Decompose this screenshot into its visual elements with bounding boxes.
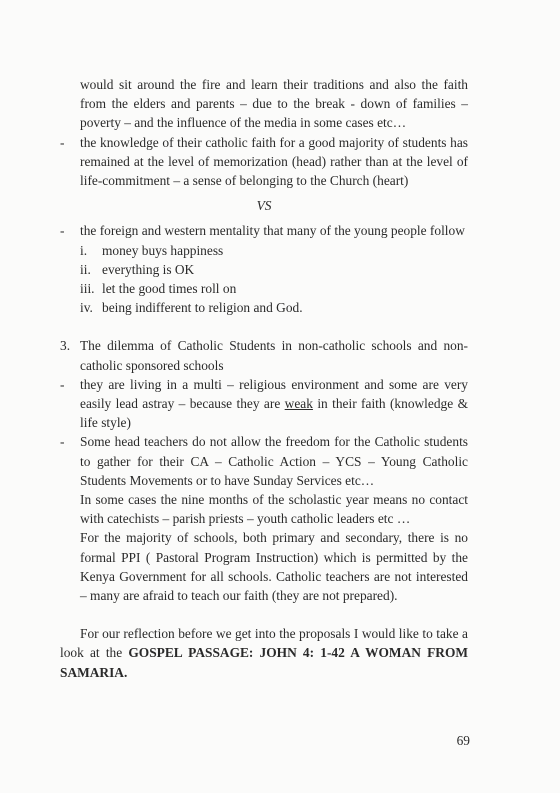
roman-item-text: let the good times roll on — [102, 281, 237, 297]
bullet-multi-religious — [60, 375, 468, 433]
point-3-text: The dilemma of Catholic Students in non-catholic schools and non-catholic sponsored schools — [80, 338, 468, 373]
page-body — [60, 75, 468, 682]
roman-list-item — [60, 279, 468, 298]
bullet-foreign-text: the foreign and western mentality that many of the young people follow — [80, 223, 465, 239]
spacer — [60, 317, 468, 336]
vs-heading: VS — [256, 198, 272, 214]
bullet-head-teachers-text: Some head teachers do not allow the freedom for the Catholic students to gather for their CA – Catholic Action – YCS – Young Catholic Students Movements or to have Sunday Services etc… — [80, 434, 468, 488]
continuation-paragraph: would sit around the fire and learn their traditions and also the faith from the elders and parents – due to the break - down of families – poverty – and the influence of the media in some cases etc… — [80, 77, 468, 131]
spacer — [60, 605, 468, 624]
bullet-knowledge-text: the knowledge of their catholic faith for a good majority of students has remained at the level of memorization (head) rather than at the level of life-commitment – a sense of belonging to the Church (heart) — [80, 134, 468, 189]
bullet-multi-text-after: in their faith (knowledge & life style) — [80, 396, 468, 431]
underlined-word: weak — [284, 396, 313, 412]
page-number: 69 — [456, 733, 470, 748]
majority-schools-paragraph: For the majority of schools, both primary and secondary, there is no formal PPI ( Pastoral Program Instruction) which is permitted by the Kenya Government for all schools. Catholic teachers are not interested – many are afraid to teach our faith (they are not prepared). — [80, 530, 468, 604]
roman-numeral: ii. — [80, 261, 91, 277]
roman-numeral: i. — [80, 242, 88, 258]
gospel-passage-reference: GOSPEL PASSAGE: JOHN 4: 1-42 A WOMAN FROM SAMARIA. — [60, 645, 468, 680]
roman-numeral: iii. — [80, 281, 95, 297]
roman-numeral: iv. — [80, 300, 93, 316]
point-number: 3. — [60, 338, 71, 354]
dash-marker: - — [60, 434, 65, 450]
roman-item-text: everything is OK — [102, 261, 195, 277]
roman-list-item — [60, 298, 468, 317]
dash-marker: - — [60, 376, 65, 392]
nine-months-paragraph: In some cases the nine months of the scholastic year means no contact with catechists – parish priests – youth catholic leaders etc … — [80, 492, 468, 527]
dash-marker: - — [60, 223, 65, 239]
bullet-knowledge — [60, 133, 468, 191]
roman-list-item — [60, 260, 468, 279]
bullet-multi-text-before: they are living in a multi – religious environment and some are very easily lead astray – because they are — [80, 376, 468, 412]
reflection-paragraph — [60, 624, 468, 682]
bullet-foreign — [60, 221, 468, 240]
reflection-intro: For our reflection before we get into the proposals I would like to take a look at the — [60, 626, 468, 661]
roman-item-text: being indifferent to religion and God. — [102, 300, 303, 316]
roman-list-item — [60, 241, 468, 260]
roman-item-text: money buys happiness — [102, 242, 224, 258]
bullet-head-teachers — [60, 432, 468, 490]
dash-marker: - — [60, 134, 65, 150]
point-3 — [60, 336, 468, 374]
